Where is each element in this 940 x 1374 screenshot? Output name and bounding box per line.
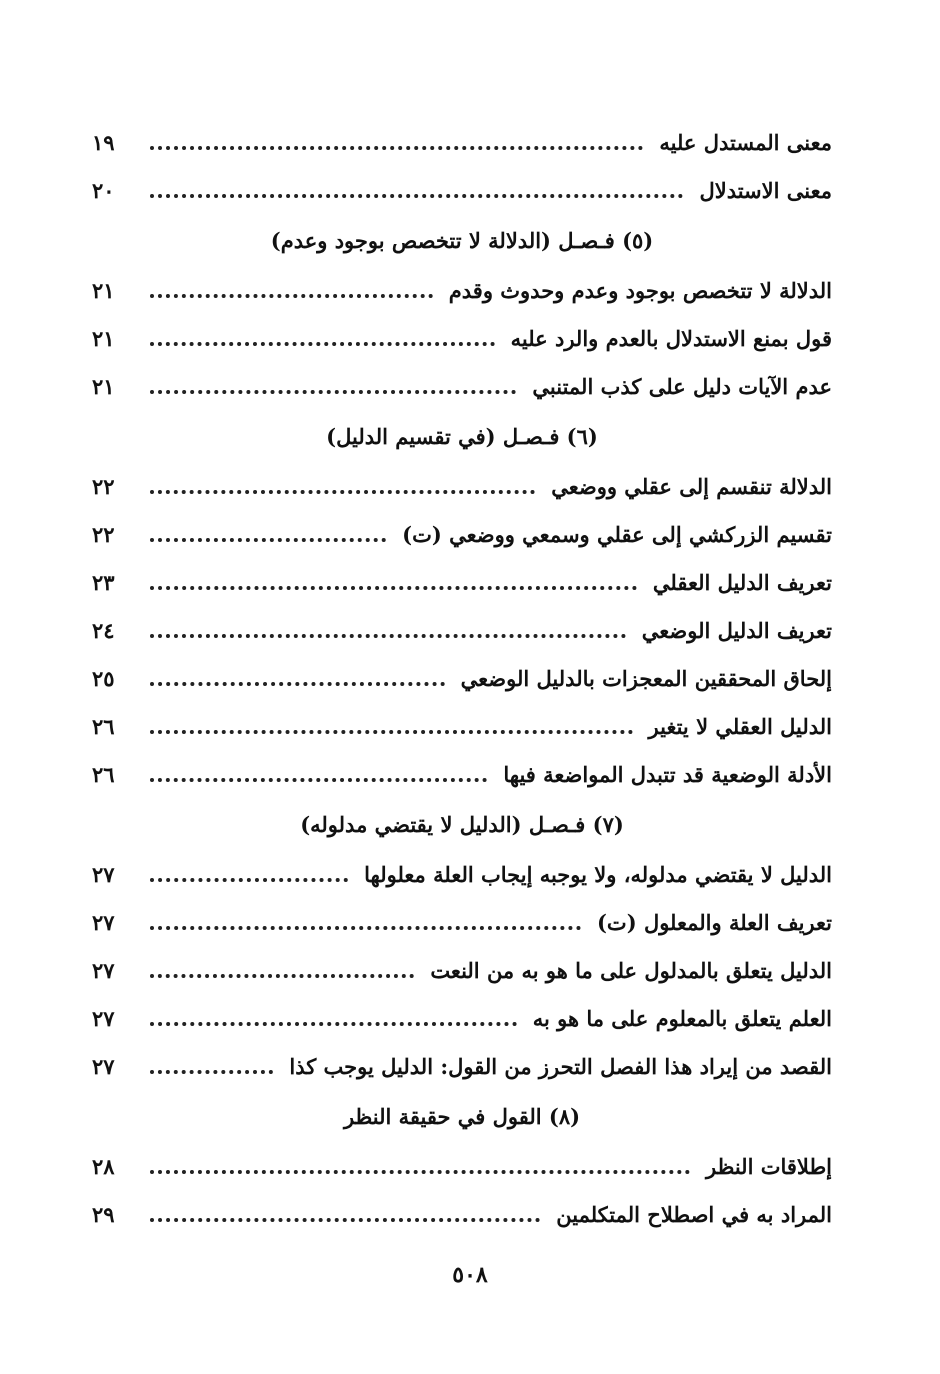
toc-entry-page: ٢٧	[92, 1053, 115, 1079]
section-heading-5: (٥) فـصـل (الدلالة لا تتخصص بوجود وعدم)	[270, 227, 654, 253]
toc-entry-page: ٢٢	[92, 473, 115, 499]
toc-entry	[92, 314, 832, 362]
dot-leader	[150, 1070, 273, 1074]
toc-entry-page: ٢٨	[92, 1153, 115, 1179]
toc-entry	[92, 362, 832, 410]
toc-entry	[92, 118, 832, 166]
toc-entry	[92, 654, 832, 702]
toc-entry	[92, 994, 832, 1042]
toc-entry-page: ٢٣	[92, 569, 115, 595]
dot-leader	[150, 926, 581, 930]
toc-entry-page: ٢٥	[92, 665, 115, 691]
dot-leader	[150, 1170, 690, 1174]
section-heading-8: (٨) القول في حقيقة النظر	[343, 1103, 581, 1129]
toc-entry-page: ٢٧	[92, 909, 115, 935]
toc-entry-page: ٢٧	[92, 957, 115, 983]
toc-entry-title: تعريف الدليل العقلي	[652, 569, 832, 595]
dot-leader	[150, 490, 535, 494]
toc-entry	[92, 1042, 832, 1090]
dot-leader	[150, 390, 516, 394]
toc-entry-title: قول بمنع الاستدلال بالعدم والرد عليه	[510, 325, 832, 351]
toc-entry-page: ٢٤	[92, 617, 115, 643]
toc-entry-page: ٢١	[92, 373, 115, 399]
toc-entry-title: إطلاقات النظر	[706, 1153, 832, 1179]
toc-entry	[92, 946, 832, 994]
toc-entry-title: الدليل العقلي لا يتغير	[648, 713, 832, 739]
dot-leader	[150, 146, 643, 150]
section-heading-6: (٦) فـصـل (في تقسيم الدليل)	[326, 423, 598, 449]
toc-entry	[92, 750, 832, 798]
toc-entry-title: إلحاق المحققين المعجزات بالدليل الوضعي	[460, 665, 832, 691]
toc-entry-title: معنى المستدل عليه	[659, 129, 832, 155]
page-number: ٥٠٨	[452, 1262, 488, 1288]
dot-leader	[150, 974, 414, 978]
toc-entry-title: المراد به في اصطلاح المتكلمين	[556, 1201, 832, 1227]
toc-entry-title: تقسيم الزركشي إلى عقلي وسمعي ووضعي (ت)	[402, 521, 832, 547]
dot-leader	[150, 294, 433, 298]
toc-entry	[92, 702, 832, 750]
dot-leader	[150, 194, 683, 198]
table-of-contents	[92, 118, 832, 1238]
toc-entry-page: ٢٩	[92, 1201, 115, 1227]
toc-entry	[92, 850, 832, 898]
dot-leader	[150, 682, 445, 686]
toc-entry-title: الدليل لا يقتضي مدلوله، ولا يوجبه إيجاب العلة معلولها	[364, 861, 832, 887]
toc-entry-page: ٢٦	[92, 713, 115, 739]
toc-entry-title: الدليل يتعلق بالمدلول على ما هو به من النعت	[430, 957, 832, 983]
dot-leader	[150, 878, 348, 882]
toc-entry-page: ٢٠	[92, 177, 115, 203]
toc-entry-title: معنى الاستدلال	[699, 177, 832, 203]
section-heading-7: (٧) فـصـل (الدليل لا يقتضي مدلوله)	[300, 811, 624, 837]
dot-leader	[150, 634, 626, 638]
toc-entry-page: ٢١	[92, 277, 115, 303]
toc-entry-title: العلم يتعلق بالمعلوم على ما هو به	[532, 1005, 832, 1031]
toc-entry	[92, 266, 832, 314]
toc-entry-page: ٢٦	[92, 761, 115, 787]
toc-entry-title: تعريف الدليل الوضعي	[641, 617, 832, 643]
dot-leader	[150, 586, 637, 590]
toc-entry	[92, 898, 832, 946]
toc-entry-title: تعريف العلة والمعلول (ت)	[597, 909, 832, 935]
toc-entry-title: الدلالة لا تتخصص بوجود وعدم وحدوث وقدم	[448, 277, 832, 303]
toc-entry-title: القصد من إيراد هذا الفصل التحرز من القول: الدليل يوجب كذا	[289, 1053, 832, 1079]
dot-leader	[150, 778, 487, 782]
toc-entry-page: ٢١	[92, 325, 115, 351]
dot-leader	[150, 342, 495, 346]
toc-entry-page: ٢٢	[92, 521, 115, 547]
toc-entry-title: الأدلة الوضعية قد تتبدل المواضعة فيها	[503, 761, 832, 787]
dot-leader	[150, 730, 633, 734]
toc-entry	[92, 558, 832, 606]
dot-leader	[150, 1218, 540, 1222]
toc-entry-title: الدلالة تنقسم إلى عقلي ووضعي	[551, 473, 832, 499]
toc-entry	[92, 166, 832, 214]
toc-entry-page: ١٩	[92, 129, 115, 155]
toc-entry	[92, 606, 832, 654]
toc-entry-page: ٢٧	[92, 1005, 115, 1031]
toc-entry	[92, 1190, 832, 1238]
dot-leader	[150, 538, 386, 542]
toc-entry	[92, 510, 832, 558]
toc-entry	[92, 462, 832, 510]
dot-leader	[150, 1022, 517, 1026]
toc-entry-title: عدم الآيات دليل على كذب المتنبي	[532, 373, 832, 399]
toc-entry-page: ٢٧	[92, 861, 115, 887]
toc-entry	[92, 1142, 832, 1190]
